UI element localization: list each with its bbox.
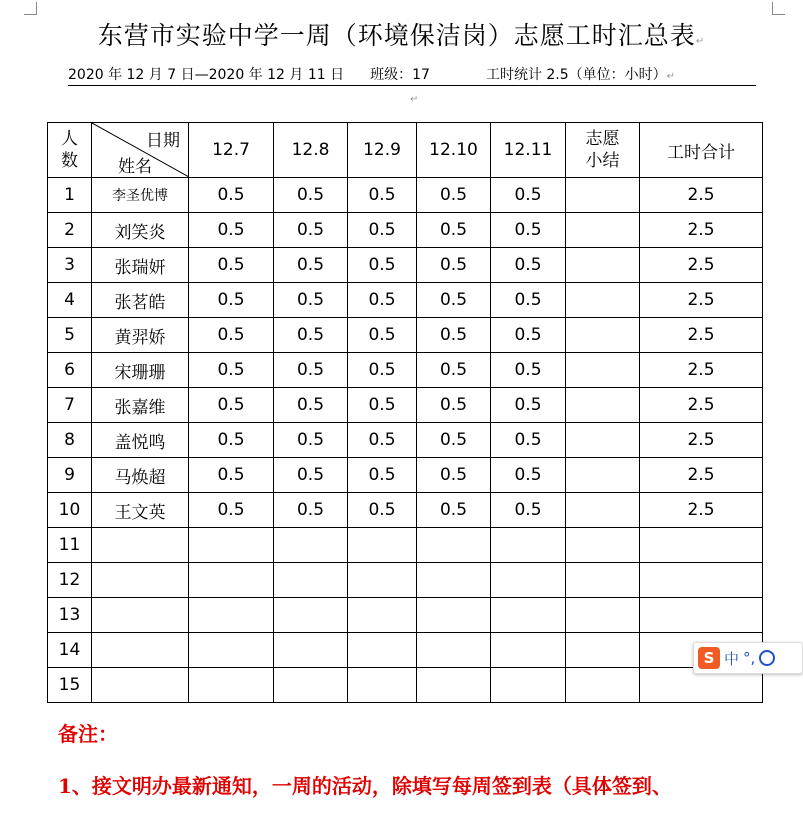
student-name: 王文英: [92, 493, 189, 528]
student-name: 盖悦鸣: [92, 423, 189, 458]
total-cell: 2.5: [640, 283, 763, 318]
summary-cell: [566, 213, 640, 248]
hours-cell: [491, 668, 566, 703]
row-number: 6: [48, 353, 92, 388]
ime-punctuation-toggle[interactable]: °,: [743, 649, 756, 667]
name-label: 姓名: [118, 157, 152, 177]
hours-cell: 0.5: [189, 213, 274, 248]
hours-cell: 0.5: [491, 248, 566, 283]
table-row: [48, 458, 763, 493]
hours-cell: [274, 528, 348, 563]
hours-cell: [189, 668, 274, 703]
student-name: 李圣优博: [92, 178, 189, 213]
student-name: [92, 563, 189, 598]
row-number: 15: [48, 668, 92, 703]
total-cell: [640, 598, 763, 633]
row-number: 12: [48, 563, 92, 598]
hours-cell: 0.5: [274, 213, 348, 248]
hours-cell: 0.5: [491, 213, 566, 248]
row-number: 10: [48, 493, 92, 528]
hours-cell: 0.5: [189, 423, 274, 458]
hours-cell: 0.5: [274, 283, 348, 318]
summary-cell: [566, 633, 640, 668]
table-row: [48, 248, 763, 283]
summary-cell: [566, 563, 640, 598]
hours-cell: 0.5: [274, 493, 348, 528]
hours-cell: 0.5: [348, 178, 417, 213]
total-cell: 2.5: [640, 353, 763, 388]
table-row: [48, 598, 763, 633]
hours-cell: 0.5: [348, 213, 417, 248]
summary-cell: [566, 318, 640, 353]
hours-cell: 0.5: [274, 318, 348, 353]
hours-cell: [491, 633, 566, 668]
hours-cell: [348, 598, 417, 633]
row-number: 14: [48, 633, 92, 668]
hours-cell: 0.5: [417, 213, 491, 248]
hours-cell: 0.5: [189, 283, 274, 318]
student-name: 张茗皓: [92, 283, 189, 318]
total-cell: [640, 563, 763, 598]
row-number: 5: [48, 318, 92, 353]
row-number: 1: [48, 178, 92, 213]
student-name: [92, 598, 189, 633]
table-row: [48, 423, 763, 458]
table-row: [48, 633, 763, 668]
table-row: [48, 318, 763, 353]
table-row: [48, 668, 763, 703]
hours-cell: [491, 563, 566, 598]
hours-cell: 0.5: [491, 493, 566, 528]
corner-mark-right: [772, 2, 785, 15]
hours-cell: [348, 563, 417, 598]
hours-cell: 0.5: [491, 423, 566, 458]
date-range: 2020 年 12 月 7 日—2020 年 12 月 11 日: [68, 67, 345, 83]
student-name: 刘笑炎: [92, 213, 189, 248]
hours-cell: 0.5: [189, 458, 274, 493]
hours-cell: [417, 528, 491, 563]
hours-cell: 0.5: [274, 353, 348, 388]
paragraph-mark: ↵: [410, 94, 419, 105]
hours-cell: [417, 668, 491, 703]
summary-cell: [566, 528, 640, 563]
total-cell: 2.5: [640, 248, 763, 283]
summary-cell: [566, 388, 640, 423]
hours-cell: [417, 598, 491, 633]
notes-line-1: 1、接文明办最新通知，一周的活动，除填写每周签到表（具体签到、: [58, 774, 672, 798]
hours-cell: 0.5: [189, 248, 274, 283]
hours-cell: 0.5: [417, 248, 491, 283]
table-row: [48, 388, 763, 423]
ime-mode-toggle[interactable]: 中: [724, 649, 740, 668]
ime-toolbar[interactable]: [693, 642, 803, 674]
hours-cell: 0.5: [417, 318, 491, 353]
hours-cell: 0.5: [417, 283, 491, 318]
hours-cell: 0.5: [491, 353, 566, 388]
header-row: [48, 123, 763, 178]
hours-cell: [348, 528, 417, 563]
header-date-1: 12.7: [189, 123, 274, 178]
summary-cell: [566, 598, 640, 633]
total-cell: [640, 528, 763, 563]
hours-cell: [491, 528, 566, 563]
hours-cell: 0.5: [417, 178, 491, 213]
count-bottom-label: 数: [61, 151, 78, 171]
student-name: 宋珊珊: [92, 353, 189, 388]
hours-cell: [189, 563, 274, 598]
hours-cell: 0.5: [274, 178, 348, 213]
table-row: [48, 563, 763, 598]
summary-cell: [566, 178, 640, 213]
hours-cell: [417, 563, 491, 598]
total-cell: 2.5: [640, 213, 763, 248]
row-number: 4: [48, 283, 92, 318]
header-total: 工时合计: [640, 123, 763, 178]
row-number: 3: [48, 248, 92, 283]
hours-cell: 0.5: [274, 388, 348, 423]
total-cell: 2.5: [640, 318, 763, 353]
hours-cell: [274, 668, 348, 703]
header-date-2: 12.8: [274, 123, 348, 178]
summary-bottom-label: 小结: [585, 151, 620, 171]
student-name: [92, 668, 189, 703]
table-row: [48, 283, 763, 318]
hours-cell: 0.5: [417, 353, 491, 388]
hours-cell: 0.5: [274, 458, 348, 493]
student-name: 张瑞妍: [92, 248, 189, 283]
hours-cell: [274, 633, 348, 668]
total-cell: 2.5: [640, 423, 763, 458]
total-cell: 2.5: [640, 493, 763, 528]
summary-cell: [566, 283, 640, 318]
table-row: [48, 353, 763, 388]
hours-cell: 0.5: [417, 493, 491, 528]
paragraph-mark: ↵: [666, 71, 676, 82]
paragraph-mark: ↵: [695, 36, 706, 47]
hours-cell: 0.5: [189, 178, 274, 213]
hours-cell: [417, 633, 491, 668]
document-title: [0, 16, 803, 52]
table-row: [48, 528, 763, 563]
count-top-label: 人: [61, 129, 78, 149]
hours-cell: 0.5: [274, 248, 348, 283]
hours-cell: 0.5: [348, 493, 417, 528]
table-row: [48, 213, 763, 248]
hours-cell: 0.5: [348, 388, 417, 423]
title-text: 东营市实验中学一周（环境保洁岗）志愿工时汇总表: [97, 21, 696, 50]
date-label: 日期: [146, 131, 180, 151]
header-date-4: 12.10: [417, 123, 491, 178]
total-cell: 2.5: [640, 388, 763, 423]
student-name: 马焕超: [92, 458, 189, 493]
hours-cell: 0.5: [189, 318, 274, 353]
emoji-icon[interactable]: [759, 650, 775, 666]
student-name: 黄羿娇: [92, 318, 189, 353]
hours-cell: [189, 528, 274, 563]
hours-cell: [491, 598, 566, 633]
hours-cell: [348, 668, 417, 703]
header-date-3: 12.9: [348, 123, 417, 178]
summary-cell: [566, 458, 640, 493]
summary-cell: [566, 248, 640, 283]
hours-cell: 0.5: [348, 318, 417, 353]
hours-cell: 0.5: [491, 283, 566, 318]
hours-cell: [274, 563, 348, 598]
hours-cell: 0.5: [417, 423, 491, 458]
hours-cell: [348, 633, 417, 668]
summary-cell: [566, 668, 640, 703]
hours-cell: 0.5: [189, 353, 274, 388]
summary-cell: [566, 423, 640, 458]
student-name: [92, 528, 189, 563]
total-cell: 2.5: [640, 178, 763, 213]
hours-cell: 0.5: [417, 458, 491, 493]
header-summary: [566, 123, 640, 178]
hours-label: 工时统计 2.5（单位：小时）: [485, 67, 667, 83]
hours-cell: 0.5: [348, 283, 417, 318]
hours-cell: 0.5: [417, 388, 491, 423]
hours-cell: 0.5: [348, 458, 417, 493]
summary-cell: [566, 493, 640, 528]
total-cell: 2.5: [640, 458, 763, 493]
hours-cell: 0.5: [491, 388, 566, 423]
hours-cell: 0.5: [491, 458, 566, 493]
hours-cell: 0.5: [348, 248, 417, 283]
row-number: 7: [48, 388, 92, 423]
hours-cell: [189, 598, 274, 633]
header-count: [48, 123, 92, 178]
hours-cell: 0.5: [348, 423, 417, 458]
hours-cell: 0.5: [348, 353, 417, 388]
subtitle-line: [68, 64, 756, 86]
student-name: 张嘉维: [92, 388, 189, 423]
student-name: [92, 633, 189, 668]
row-number: 8: [48, 423, 92, 458]
header-diagonal-cell: [92, 123, 189, 178]
row-number: 2: [48, 213, 92, 248]
table-row: [48, 493, 763, 528]
hours-table: [47, 122, 763, 703]
hours-cell: [189, 633, 274, 668]
table-row: [48, 178, 763, 213]
row-number: 11: [48, 528, 92, 563]
hours-cell: 0.5: [189, 388, 274, 423]
ime-logo-icon[interactable]: S: [698, 647, 720, 669]
class-label: 班级：17: [370, 67, 430, 83]
row-number: 9: [48, 458, 92, 493]
summary-cell: [566, 353, 640, 388]
hours-cell: [274, 598, 348, 633]
hours-cell: 0.5: [491, 318, 566, 353]
hours-cell: 0.5: [189, 493, 274, 528]
hours-cell: 0.5: [274, 423, 348, 458]
hours-cell: 0.5: [491, 178, 566, 213]
summary-top-label: 志愿: [585, 129, 620, 149]
row-number: 13: [48, 598, 92, 633]
header-date-5: 12.11: [491, 123, 566, 178]
notes-label: 备注：: [58, 722, 118, 746]
corner-mark-left: [24, 2, 37, 15]
